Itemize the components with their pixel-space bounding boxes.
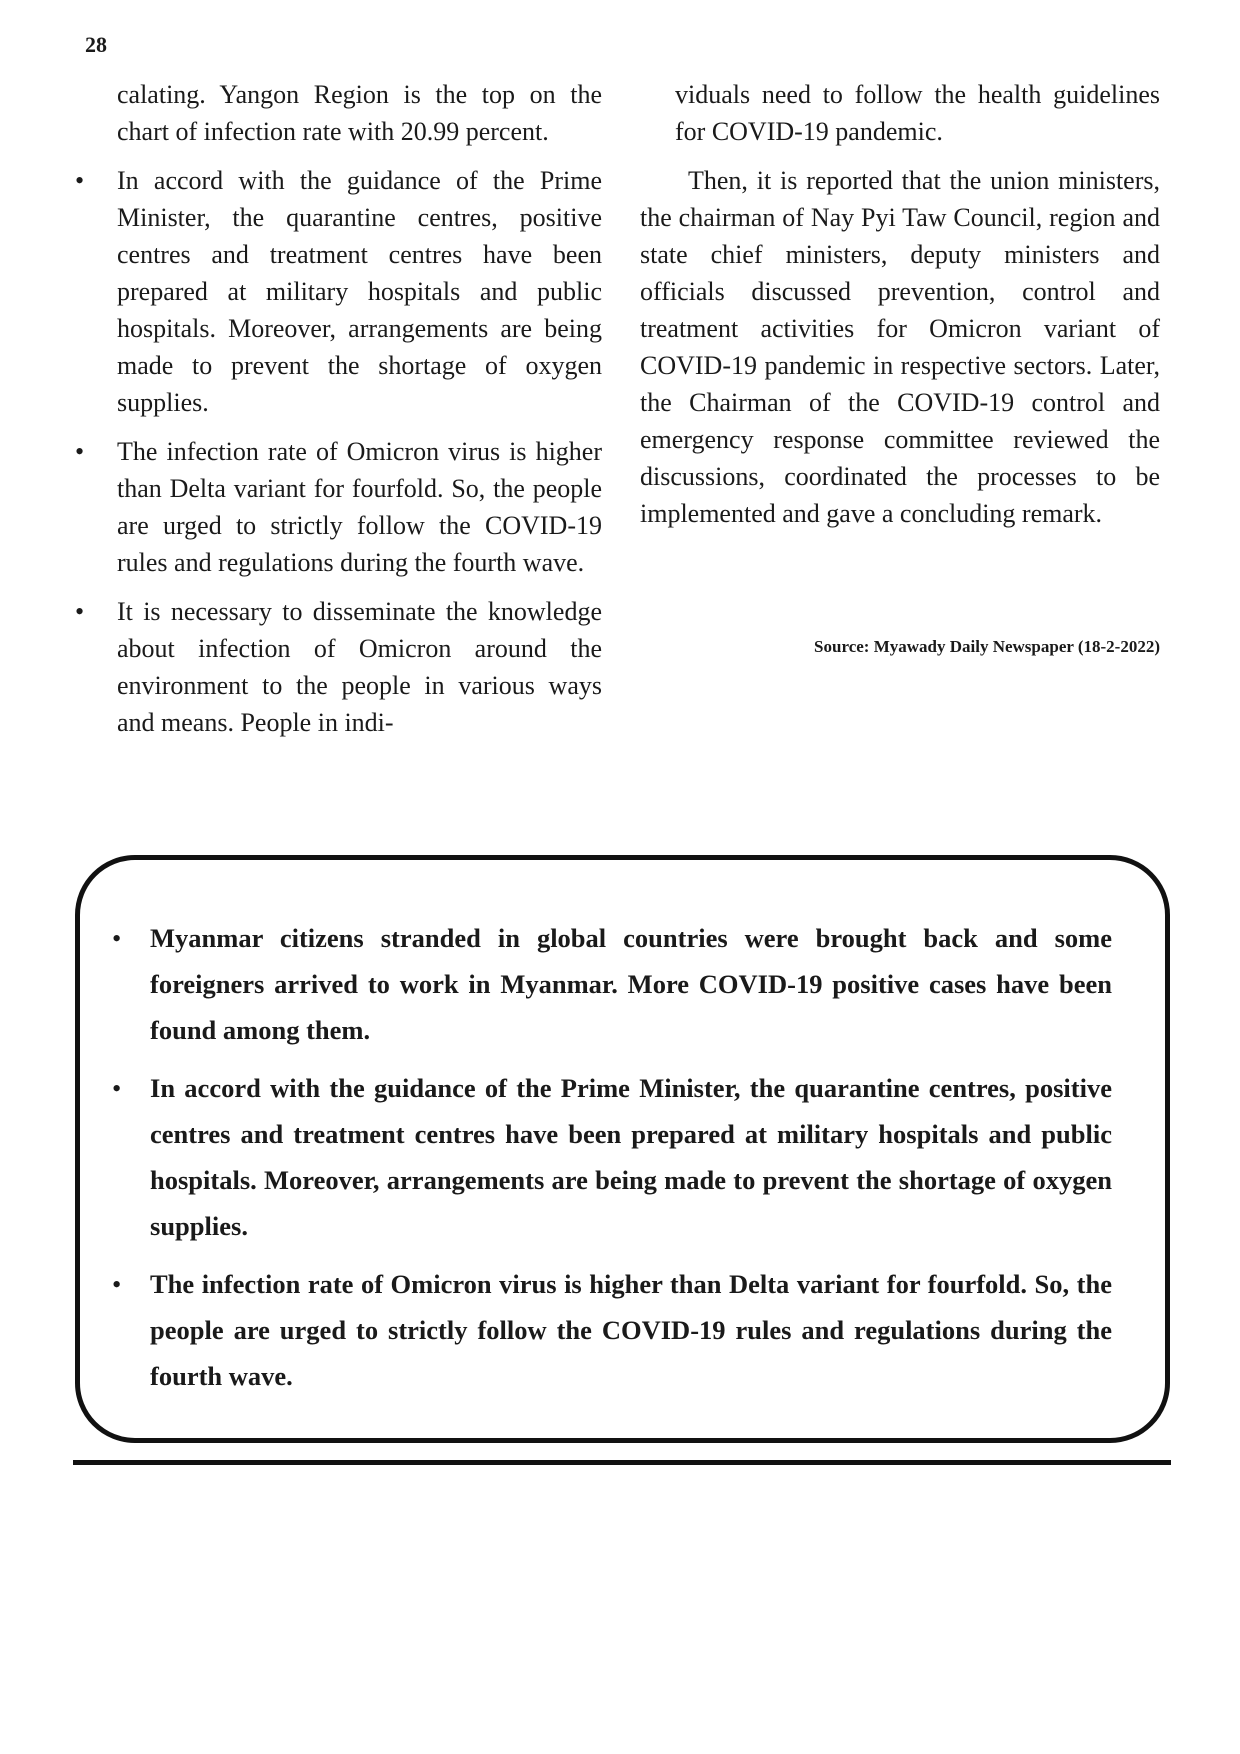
bullet-icon: • <box>75 437 85 466</box>
bottom-divider <box>73 1460 1171 1465</box>
highlight-box <box>75 855 1170 1443</box>
left-column <box>72 76 602 741</box>
left-bullet-list <box>72 162 602 741</box>
bullet-icon: • <box>112 923 122 953</box>
list-item <box>72 162 602 421</box>
list-item <box>112 915 1112 1053</box>
bullet-text: It is necessary to disseminate the knowledge about infection of Omicron around the environment to the people in various ways and means. People in indi- <box>117 597 602 737</box>
bullet-icon: • <box>112 1073 122 1103</box>
bullet-text: The infection rate of Omicron virus is higher than Delta variant for fourfold. So, the people are urged to strictly follow the COVID-19 rules and regulations during the fourth wave. <box>117 437 602 577</box>
right-body-paragraph: Then, it is reported that the union ministers, the chairman of Nay Pyi Taw Council, region and state chief ministers, deputy ministers and officials discussed prevention, control and treatment activities for Omicron variant of COVID-19 pandemic in respective sectors. Later, the Chairman of the COVID-19 control and emergency response committee reviewed the discussions, coordinated the processes to be implemented and gave a concluding remark. <box>640 166 1160 528</box>
list-item <box>72 593 602 741</box>
highlight-list <box>112 915 1112 1411</box>
bullet-icon: • <box>75 597 85 626</box>
bullet-icon: • <box>75 166 85 195</box>
highlight-text: Myanmar citizens stranded in global countries were brought back and some foreigners arrived to work in Myanmar. More COVID-19 positive cases have been found among them. <box>150 923 1112 1045</box>
source-citation: Source: Myawady Daily Newspaper (18-2-2022) <box>814 637 1160 656</box>
page-number: 28 <box>85 32 107 57</box>
right-continued-paragraph: viduals need to follow the health guidelines for COVID-19 pandemic. <box>675 80 1160 146</box>
list-item <box>72 433 602 581</box>
bullet-text: In accord with the guidance of the Prime Minister, the quarantine centres, positive centres and treatment centres have been prepared at military hospitals and public hospitals. Moreover, arrangements are being made to prevent the shortage of oxygen supplies. <box>117 166 602 417</box>
list-item <box>112 1261 1112 1399</box>
list-item <box>112 1065 1112 1249</box>
highlight-text: In accord with the guidance of the Prime Minister, the quarantine centres, positive centres and treatment centres have been prepared at military hospitals and public hospitals. Moreover, arrangements are being made to prevent the shortage of oxygen supplies. <box>150 1073 1112 1241</box>
bullet-icon: • <box>112 1269 122 1299</box>
highlight-text: The infection rate of Omicron virus is higher than Delta variant for fourfold. So, the people are urged to strictly follow the COVID-19 rules and regulations during the fourth wave. <box>150 1269 1112 1391</box>
left-intro-paragraph: calating. Yangon Region is the top on the chart of infection rate with 20.99 percent. <box>117 80 602 146</box>
right-column <box>640 76 1160 532</box>
